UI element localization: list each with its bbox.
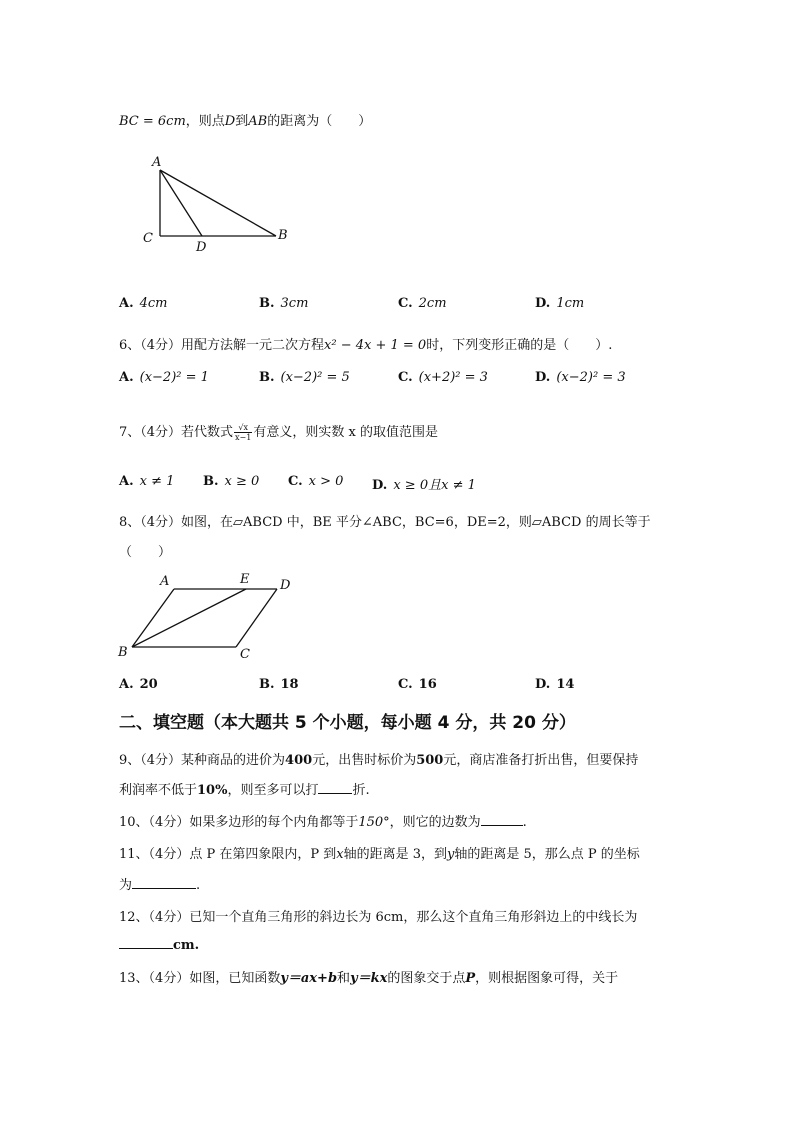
q5-label-c: C <box>143 231 153 246</box>
q8-label-b: B <box>118 645 128 660</box>
q5-option-d[interactable]: D. 1cm <box>535 296 585 311</box>
q9-line1: 9、（4分）某种商品的进价为400元，出售时标价为500元，商店准备打折出售，但要保持 <box>119 753 639 768</box>
q8-option-c[interactable]: C. 16 <box>398 677 437 692</box>
q8-label-a: A <box>160 574 170 589</box>
q11-line1: 11、（4分）点 P 在第四象限内，P 到x轴的距离是 3，到y轴的距离是 5，那么点 P 的坐标 <box>119 847 640 862</box>
q7-option-b[interactable]: B. x ≥ 0 <box>203 474 260 489</box>
q5-label-d: D <box>196 240 207 255</box>
q8-option-d[interactable]: D. 14 <box>535 677 575 692</box>
q5-text-3: 的距离为（ ） <box>267 114 372 129</box>
q5-triangle-figure <box>140 150 300 255</box>
q11-line2: 为 . <box>119 878 201 893</box>
q6-equation: x² − 4x + 1 = 0 <box>324 338 427 353</box>
q5-segment-ab: AB <box>248 114 268 129</box>
q7-option-c[interactable]: C. x > 0 <box>288 474 344 489</box>
q5-bc-length: BC = 6cm <box>119 114 186 129</box>
q10-angle: 150° <box>358 815 390 830</box>
q13-stem: 13、（4分）如图，已知函数y＝ax+b和y＝kx的图象交于点P，则根据图象可得，关于 <box>119 971 619 986</box>
q6-option-a[interactable]: A. (x−2)² = 1 <box>119 370 209 385</box>
q8-label-e: E <box>240 572 250 587</box>
q6-option-b[interactable]: B. (x−2)² = 5 <box>259 370 350 385</box>
q6-option-c[interactable]: C. (x+2)² = 3 <box>398 370 488 385</box>
q6-option-d[interactable]: D. (x−2)² = 3 <box>535 370 626 385</box>
q12-answer-blank[interactable] <box>119 937 173 949</box>
q7-stem: 7、（4分）若代数式 $\frac{√x}{x-1}$ 有意义，则实数 x 的取值范围是 <box>119 423 438 442</box>
q7-option-d[interactable]: D. x ≥ 0且x ≠ 1 <box>372 478 476 493</box>
q7-fraction: $\frac{√x}{x-1}$ <box>235 423 252 442</box>
q10-answer-blank[interactable] <box>481 814 523 826</box>
q8-stem-line2: （ ） <box>119 545 172 560</box>
q8-option-b[interactable]: B. 18 <box>259 677 299 692</box>
q11-answer-blank[interactable] <box>132 877 196 889</box>
q7-option-a[interactable]: A. x ≠ 1 <box>119 474 175 489</box>
q6-stem: 6、（4分）用配方法解一元二次方程x² − 4x + 1 = 0时，下列变形正确的是（ ）. <box>119 338 613 353</box>
q12-line1: 12、（4分）已知一个直角三角形的斜边长为 6cm，那么这个直角三角形斜边上的中线长为 <box>119 910 638 925</box>
q9-line2: 利润率不低于10%，则至多可以打 折. <box>119 783 370 798</box>
q5-option-c[interactable]: C. 2cm <box>398 296 447 311</box>
q5-option-a[interactable]: A. 4cm <box>119 296 168 311</box>
q5-text-1: ，则点 <box>185 114 225 129</box>
q8-parallelogram-figure <box>112 570 312 665</box>
q5-label-a: A <box>152 155 162 170</box>
q8-label-c: C <box>240 647 250 662</box>
q5-label-b: B <box>278 228 288 243</box>
q10-stem: 10、（4分）如果多边形的每个内角都等于150°，则它的边数为 . <box>119 815 527 830</box>
section-title-fill-in: 二、填空题（本大题共 5 个小题，每小题 4 分，共 20 分） <box>119 713 576 733</box>
q8-label-d: D <box>280 578 291 593</box>
q8-option-a[interactable]: A. 20 <box>119 677 158 692</box>
q5-stem <box>119 110 371 129</box>
q5-text-2: 到 <box>235 114 249 129</box>
q5-option-b[interactable]: B. 3cm <box>259 296 309 311</box>
q9-answer-blank[interactable] <box>318 782 352 794</box>
q5-point-d: D <box>224 114 236 129</box>
q12-line2: cm. <box>119 937 199 953</box>
q8-stem-line1: 8、（4分）如图，在▱ABCD 中，BE 平分∠ABC，BC=6，DE=2，则▱ABCD 的周长等于 <box>119 515 651 530</box>
